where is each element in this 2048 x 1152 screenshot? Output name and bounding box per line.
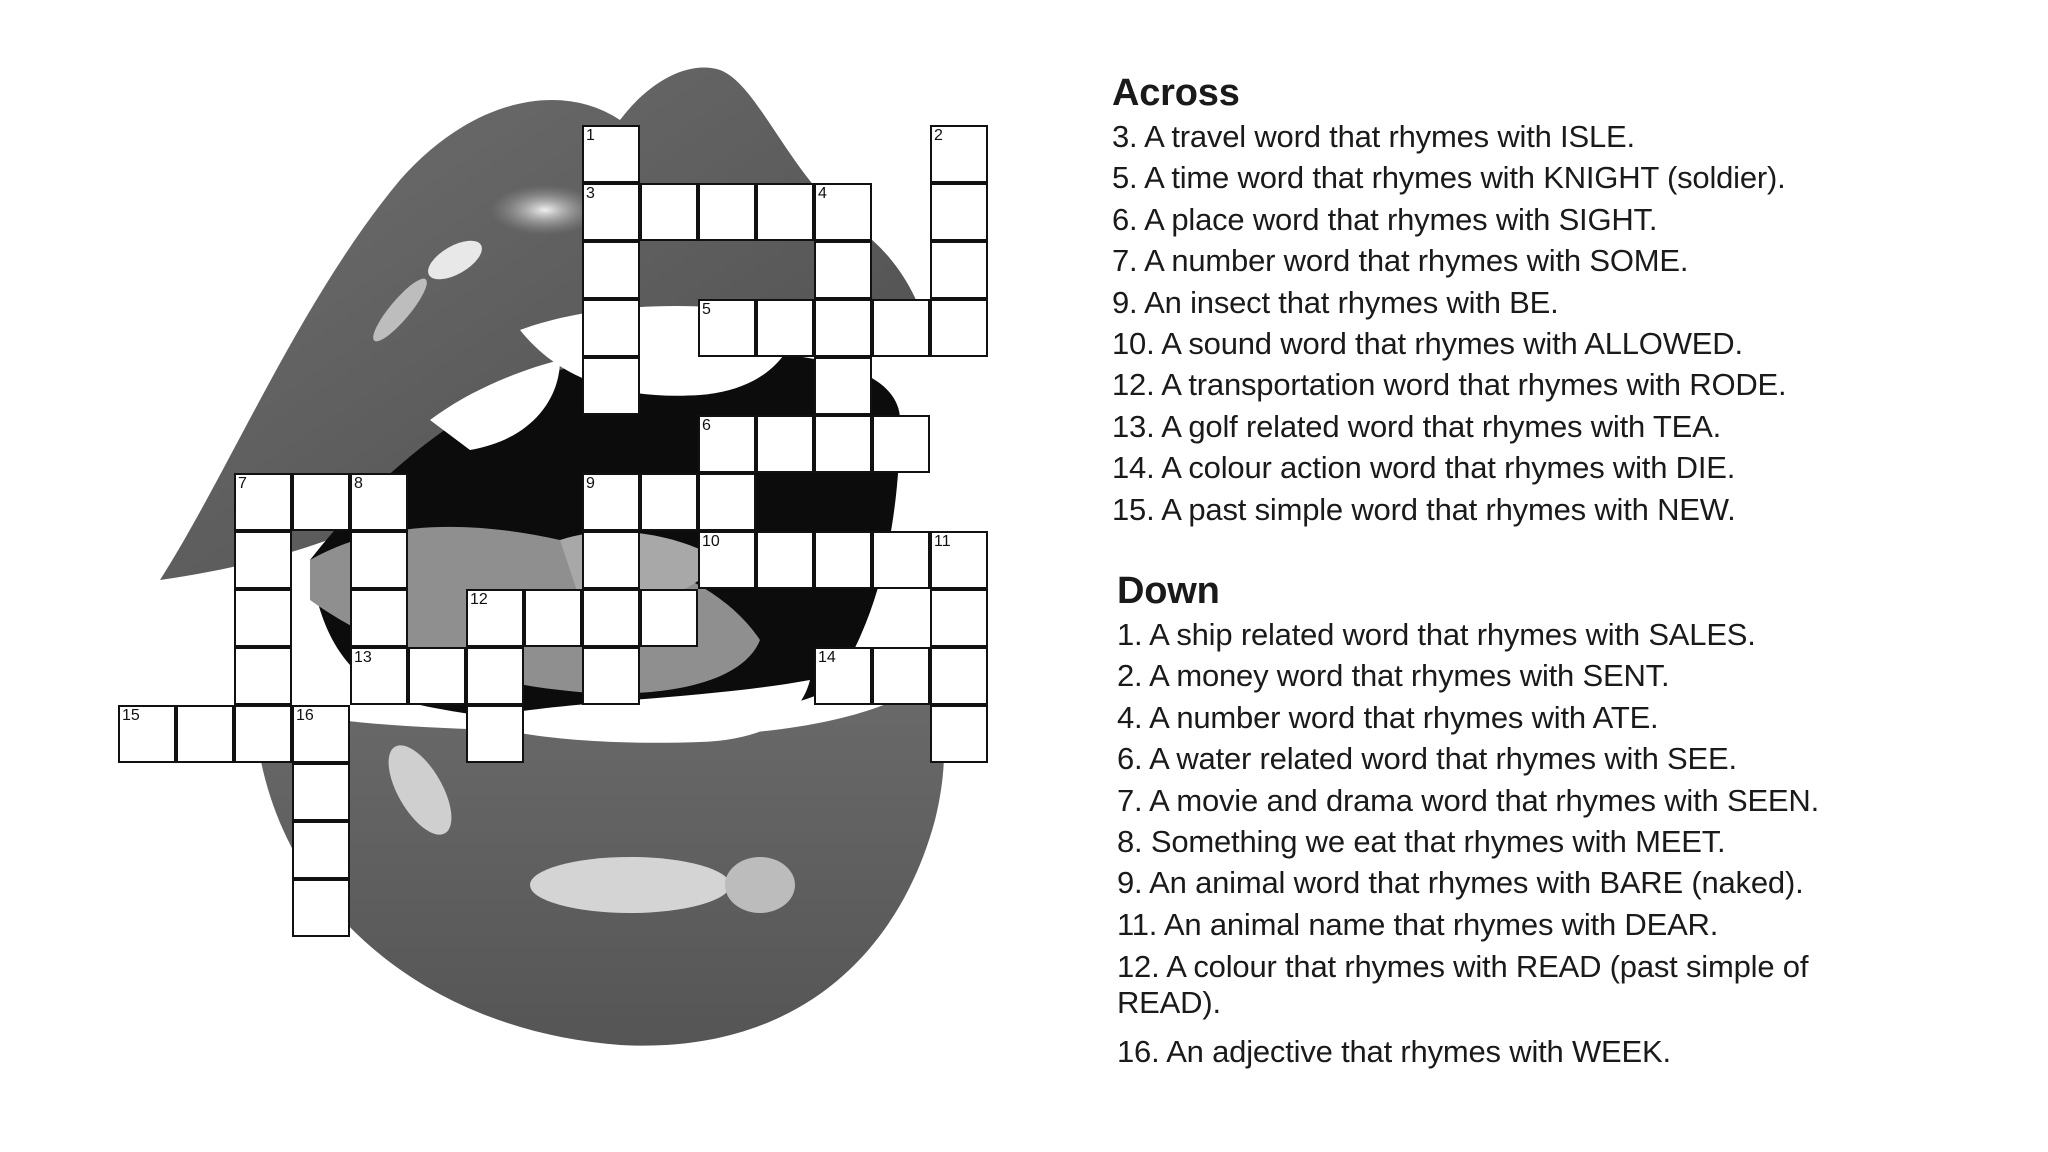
crossword-cell[interactable] (234, 647, 292, 705)
crossword-cell[interactable] (234, 531, 292, 589)
crossword-cell[interactable] (292, 879, 350, 937)
crossword-cell[interactable] (814, 357, 872, 415)
clue-number: 6 (702, 417, 711, 434)
crossword-cell-5[interactable] (698, 299, 756, 357)
crossword-cell[interactable] (234, 589, 292, 647)
crossword-cell[interactable] (930, 647, 988, 705)
crossword-cell[interactable] (466, 705, 524, 763)
crossword-cell[interactable] (930, 241, 988, 299)
clue-number: 7 (238, 475, 247, 492)
crossword-cell[interactable] (582, 357, 640, 415)
crossword-cell[interactable] (698, 183, 756, 241)
across-clue: 15. A past simple word that rhymes with NEW. (1112, 491, 1736, 527)
crossword-cell[interactable] (872, 299, 930, 357)
crossword-cell-15[interactable] (118, 705, 176, 763)
crossword-cell[interactable] (814, 415, 872, 473)
down-clue: 12. A colour that rhymes with READ (past simple of READ). (1117, 949, 1809, 1021)
down-clue: 4. A number word that rhymes with ATE. (1117, 699, 1659, 735)
clue-number: 11 (934, 533, 951, 550)
clue-number: 13 (354, 649, 372, 666)
down-heading: Down (1117, 570, 1220, 612)
across-clue: 10. A sound word that rhymes with ALLOWED. (1112, 326, 1743, 362)
clue-number: 2 (934, 127, 943, 144)
across-clues (1112, 70, 1786, 530)
clue-number: 14 (818, 649, 836, 666)
clue-number: 8 (354, 475, 363, 492)
clue-number: 1 (586, 127, 595, 144)
crossword-cell-16[interactable] (292, 705, 350, 763)
down-clue: 7. A movie and drama word that rhymes with SEEN. (1117, 782, 1819, 818)
crossword-cell[interactable] (582, 299, 640, 357)
crossword-cell[interactable] (930, 183, 988, 241)
crossword-cell-6[interactable] (698, 415, 756, 473)
down-clue: 8. Something we eat that rhymes with MEET. (1117, 824, 1726, 860)
across-clue: 5. A time word that rhymes with KNIGHT (soldier). (1112, 160, 1786, 196)
across-clue: 12. A transportation word that rhymes with RODE. (1112, 367, 1787, 403)
down-clue: 11. An animal name that rhymes with DEAR. (1117, 906, 1719, 942)
across-clue: 6. A place word that rhymes with SIGHT. (1112, 201, 1658, 237)
crossword-cell[interactable] (176, 705, 234, 763)
crossword-cell[interactable] (234, 705, 292, 763)
crossword-cell[interactable] (582, 241, 640, 299)
crossword-cell[interactable] (872, 415, 930, 473)
crossword-cell[interactable] (292, 763, 350, 821)
across-heading: Across (1112, 72, 1240, 114)
down-clue: 16. An adjective that rhymes with WEEK. (1117, 1034, 1671, 1070)
crossword-cell-8[interactable] (350, 473, 408, 531)
crossword-cell-12[interactable] (466, 589, 524, 647)
crossword-cell[interactable] (930, 299, 988, 357)
crossword-cell[interactable] (524, 589, 582, 647)
crossword-cell[interactable] (640, 473, 698, 531)
crossword-cell-2[interactable] (930, 125, 988, 183)
crossword-cell-11[interactable] (930, 531, 988, 589)
clue-number: 12 (470, 591, 488, 608)
clue-number: 4 (818, 185, 827, 202)
crossword-cell[interactable] (698, 473, 756, 531)
down-clue: 9. An animal word that rhymes with BARE (naked). (1117, 865, 1804, 901)
crossword-cell[interactable] (292, 821, 350, 879)
crossword-cell[interactable] (930, 589, 988, 647)
crossword-cell[interactable] (640, 589, 698, 647)
across-clue: 13. A golf related word that rhymes with TEA. (1112, 408, 1722, 444)
crossword-cell[interactable] (814, 299, 872, 357)
crossword-cell-4[interactable] (814, 183, 872, 241)
crossword-cell[interactable] (408, 647, 466, 705)
crossword-cell[interactable] (350, 531, 408, 589)
down-clue: 2. A money word that rhymes with SENT. (1117, 658, 1670, 694)
crossword-cell[interactable] (756, 531, 814, 589)
crossword-cell-7[interactable] (234, 473, 292, 531)
clue-number: 3 (586, 185, 595, 202)
across-clue: 14. A colour action word that rhymes with DIE. (1112, 450, 1736, 486)
crossword-cell[interactable] (756, 299, 814, 357)
across-clue: 7. A number word that rhymes with SOME. (1112, 243, 1689, 279)
crossword-cell[interactable] (640, 183, 698, 241)
across-clue: 9. An insect that rhymes with BE. (1112, 284, 1559, 320)
clue-number: 16 (296, 707, 314, 724)
clue-number: 10 (702, 533, 720, 550)
down-clue: 1. A ship related word that rhymes with SALES. (1117, 617, 1756, 652)
crossword-cell-14[interactable] (814, 647, 872, 705)
clue-number: 9 (586, 475, 595, 492)
crossword-cell[interactable] (582, 531, 640, 589)
down-clues (1117, 568, 1897, 1073)
crossword-cell-9[interactable] (582, 473, 640, 531)
crossword-cell-10[interactable] (698, 531, 756, 589)
crossword-cell[interactable] (756, 183, 814, 241)
crossword-cell-1[interactable] (582, 125, 640, 183)
crossword-cell[interactable] (756, 415, 814, 473)
crossword-cell[interactable] (872, 647, 930, 705)
crossword-cell[interactable] (814, 241, 872, 299)
crossword-cell-13[interactable] (350, 647, 408, 705)
crossword-cell[interactable] (582, 589, 640, 647)
crossword-cell[interactable] (814, 531, 872, 589)
clue-number: 15 (122, 707, 140, 724)
crossword-cell[interactable] (292, 473, 350, 531)
down-clue: 6. A water related word that rhymes with SEE. (1117, 741, 1737, 777)
crossword-cell[interactable] (872, 531, 930, 589)
crossword-cell-3[interactable] (582, 183, 640, 241)
crossword-cell[interactable] (582, 647, 640, 705)
crossword-cell[interactable] (930, 705, 988, 763)
crossword-cell[interactable] (466, 647, 524, 705)
crossword-cell[interactable] (350, 589, 408, 647)
across-clue: 3. A travel word that rhymes with ISLE. (1112, 119, 1635, 154)
clue-number: 5 (702, 301, 711, 318)
